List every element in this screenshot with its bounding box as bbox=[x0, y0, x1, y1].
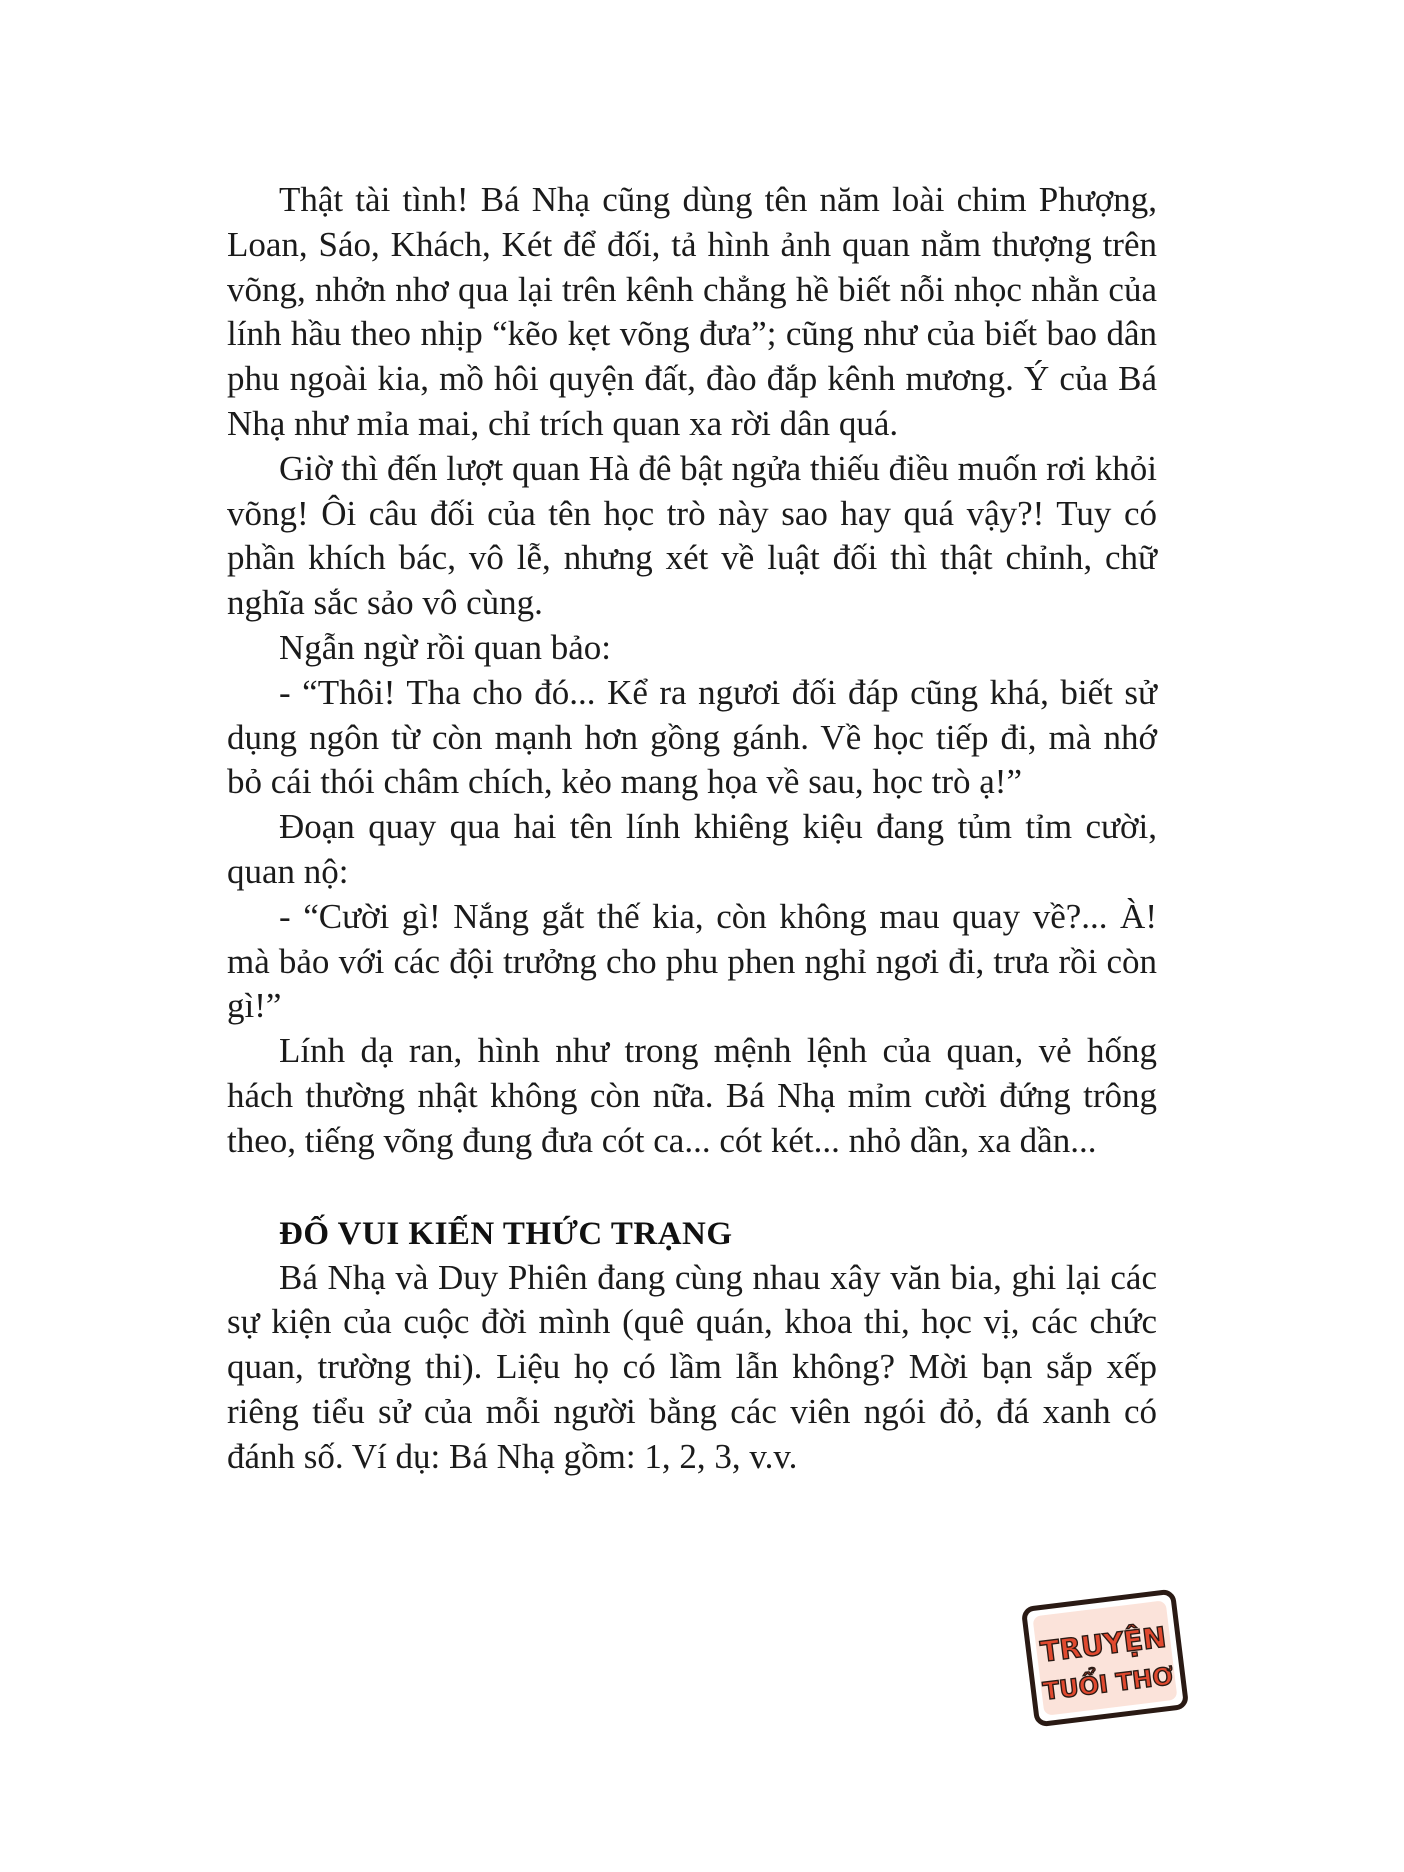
section-heading: ĐỐ VUI KIẾN THỨC TRẠNG bbox=[279, 1215, 733, 1252]
section-body: Bá Nhạ và Duy Phiên đang cùng nhau xây văn bia, ghi lại các sự kiện của cuộc đời mình (quê quán, khoa thi, học vị, các chức quan, trường thi). Liệu họ có lầm lẫn không? Mời bạn sắp xếp riêng tiểu sử của mỗi người bằng các viên ngói đỏ, đá xanh có đánh số. Ví dụ: Bá Nhạ gồm: 1, 2, 3, v.v. bbox=[227, 1257, 1157, 1476]
paragraph-3: Ngẫn ngừ rồi quan bảo: bbox=[279, 627, 611, 667]
paragraph-4: Đoạn quay qua hai tên lính khiêng kiệu đang tủm tỉm cười, quan nộ: bbox=[227, 807, 1157, 891]
paragraph-5: Lính dạ ran, hình như trong mệnh lệnh của quan, vẻ hống hách thường nhật không còn nữa. Bá Nhạ mỉm cười đứng trông theo, tiếng võng đung đưa cót ca... cót két... nhỏ dần, xa dần... bbox=[227, 1031, 1157, 1160]
truyen-tuoi-tho-logo bbox=[1008, 1578, 1202, 1739]
paragraph-2: Giờ thì đến lượt quan Hà đê bật ngửa thiếu điều muốn rơi khỏi võng! Ôi câu đối của tên học trò này sao hay quá vậy?! Tuy có phần khích bác, vô lễ, nhưng xét về luật đối thì thật chỉnh, chữ nghĩa sắc sảo vô cùng. bbox=[227, 448, 1157, 623]
logo-line-2: TUỔI THƠ bbox=[1041, 1661, 1175, 1706]
paragraph-1: Thật tài tình! Bá Nhạ cũng dùng tên năm loài chim Phượng, Loan, Sáo, Khách, Két để đối, tả hình ảnh quan nằm thượng trên võng, nhởn nhơ qua lại trên kênh chẳng hề biết nỗi nhọc nhằn của lính hầu theo nhịp “kẽo kẹt võng đưa”; cũng như của biết bao dân phu ngoài kia, mồ hôi quyện đất, đào đắp kênh mương. Ý của Bá Nhạ như mỉa mai, chỉ trích quan xa rời dân quá. bbox=[227, 180, 1157, 443]
book-page bbox=[227, 178, 1157, 1480]
logo-line-1: TRUYỆN bbox=[1038, 1620, 1169, 1669]
dialogue-1: - “Thôi! Tha cho đó... Kể ra ngươi đối đáp cũng khá, biết sử dụng ngôn từ còn mạnh hơn gồng gánh. Về học tiếp đi, mà nhớ bỏ cái thói châm chích, kẻo mang họa về sau, học trò ạ!” bbox=[227, 672, 1157, 802]
dialogue-2: - “Cười gì! Nắng gắt thế kia, còn không mau quay về?... À! mà bảo với các đội trưởng cho phu phen nghỉ ngơi đi, trưa rồi còn gì!” bbox=[227, 896, 1157, 1026]
